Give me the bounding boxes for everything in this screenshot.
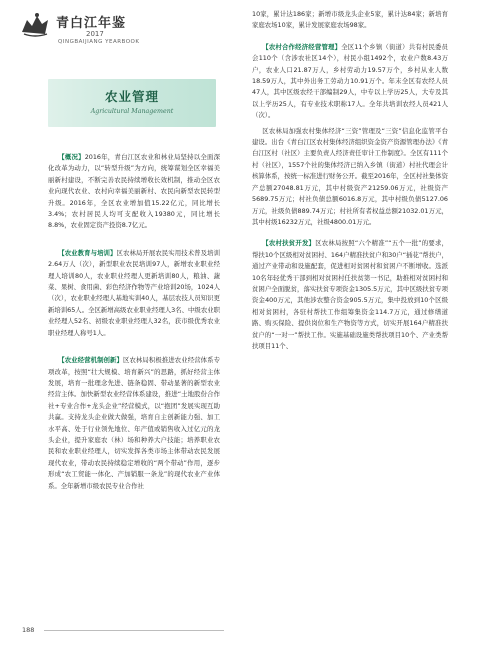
paragraph-tag: 【概况】 xyxy=(58,153,85,161)
paragraph-cooperative xyxy=(252,42,448,122)
paragraph-tag: 【农村扶贫开发】 xyxy=(262,239,316,248)
paragraph-text: 2016年，青白江区农业和林业局坚持以全面深化改革为动力，以“转型升级”为方向，统筹谋划全区幸福美丽新村建设，不断完善农民持续增收长效机制，推动全区农业向现代农业、农村向幸福美丽新村、农民向新型农民转型升级。2016年，全区农业增加值15.22亿元，同比增长3.4%；农村居民人均可支配收入19380元，同比增长8.8%，农业固定资产投资8.7亿元。 xyxy=(48,153,221,230)
paragraph-text: 区农林局按照“六个精准”“五个一批”的要求，帮扶10个区级相对贫困村、164户精准扶贫户和30户“插花”帮扶户，通过产业带动和设施配套，促进相对贫困村和贫困户不断增收。选派10名年轻优秀干部到相对贫困村任扶贫第一书记，助推相对贫困村和贫困户全面脱贫，落实扶贫专项资金1305.5万元，其中区级扶贫专项资金400万元，其他涉农整合资金905.5万元，集中投放到10个区级相对贫困村，各驻村帮扶工作组筹集资金114.7万元，通过修缮道路、购买保险、提供岗位和生产物资等方式，切实开展164户精准扶贫户的“一对一”帮扶工作。实施基础设施类帮扶项目10个、产业类帮扶项目11个、 xyxy=(252,239,449,350)
paragraph-assets xyxy=(252,126,448,229)
paragraph-mechanism xyxy=(48,355,220,492)
paragraph-poverty xyxy=(252,238,448,352)
paragraph-text: 区农林局开展农民实用技术普及培训2.64万人（次），新型职业农民培训97人，新增农业职业经理人培训80人，农业职业经理人更新培训80人，粮油、蔬菜、果树、食用菌、彩色经济作物等产业培训20场，1024人（次），农业职业经理人基地实训40人，基层农技人员知识更新培训65人。全区新增高级农业职业经理人3名、中级农业职业经理人52名、初级农业职业经理人32名，获市级优秀农业职业经理人称号1人。 xyxy=(48,248,220,337)
paragraph-text: 区农林局加强农村集体经济“三资”管理及“三资”信息化监管平台建设。出台《青白江区农村集体经济组织资金资产资源管理办法》《青白江区村（社区）主要负责人经济责任审计工作制度》。全区有111个村（社区），1557个社的集体经济已纳入乡镇（街道）村社代理会计核算体系，按统一标准进行财务公开。截至2016年，全区村社集体资产总额27048.81万元，其中村级资产21259.06万元，社级资产5689.75万元；村社负债总额6016.8万元，其中村级负债5127.06万元，社级负债889.74万元；村社所有者权益总额21032.01万元，其中村级16232万元，社级4800.01万元。 xyxy=(252,126,448,226)
paragraph-tag: 【农业经营机制创新】 xyxy=(58,356,123,365)
yearbook-year: 2017 xyxy=(86,30,104,38)
footer-rule xyxy=(44,630,224,631)
right-column xyxy=(252,9,448,356)
paragraph-overview xyxy=(48,152,220,232)
paragraph-tag: 【农业教育与培训】 xyxy=(58,248,117,257)
left-column xyxy=(48,152,220,496)
paragraph-tag: 【农村合作经济经营管理】 xyxy=(262,42,342,51)
yearbook-title: 青白江年鉴 xyxy=(56,16,127,31)
paragraph-text: 10家，累计达186家；新增市级龙头企业5家，累计达84家；新培育家庭农场10家，累计发展家庭农场98家。 xyxy=(252,10,448,30)
paragraph-continued xyxy=(252,9,448,32)
section-subtitle: Agricultural Management xyxy=(90,108,174,115)
yearbook-subtitle: QINGBAIJIANG YEARBOOK xyxy=(58,39,140,45)
section-title: 农业管理 xyxy=(104,89,159,104)
page-number: 188 xyxy=(22,626,35,634)
paragraph-text: 区农林局积极推进农业经营体系专项改革，按照“壮大规模、培育新兴”的思路，抓好经营主体发展，培育一批理念先进、链条稳固、带动显著的新型农业经营主体。加快新型农业经营体系建设，推进“土地股份合作社+专业合作+龙头企业”经营模式，以“抱团”发展实现互助共赢。支持龙头企业做大做强，培育自主创新能力强、加工水平高、处于行业领先地位、年产值或销售收入过亿元的龙头企业，提升家庭农（林）场和种养大户技能；培养职业农民和农业职业经理人，切实发挥各类市场主体带动农民发展现代农业，带动农民持续稳定增收的“两个带动”作用，逐步形成“农工贸能一体化、产加销服一条龙”的现代农业产业体系。全年新增市级农民专业合作社 xyxy=(48,356,221,490)
yearbook-logo-icon xyxy=(18,10,52,40)
paragraph-text: 全区11个乡镇（街道）共有村民委员会110个（含涉农社区14个），村民小组1492个，农业户数8.43万户，农业人口21.87万人，乡村劳动力19.57万个，乡村从业人数18.59万人，其中外出务工劳动力10.91万个。年末全区有农经人员47人，其中区级农经干部编制29人，中专以上学历25人，大专及其以上学历25人，有专业技术职称17人。全年共培训农经人员421人（次）。 xyxy=(252,42,448,120)
section-banner xyxy=(48,79,216,127)
paragraph-education xyxy=(48,248,220,339)
